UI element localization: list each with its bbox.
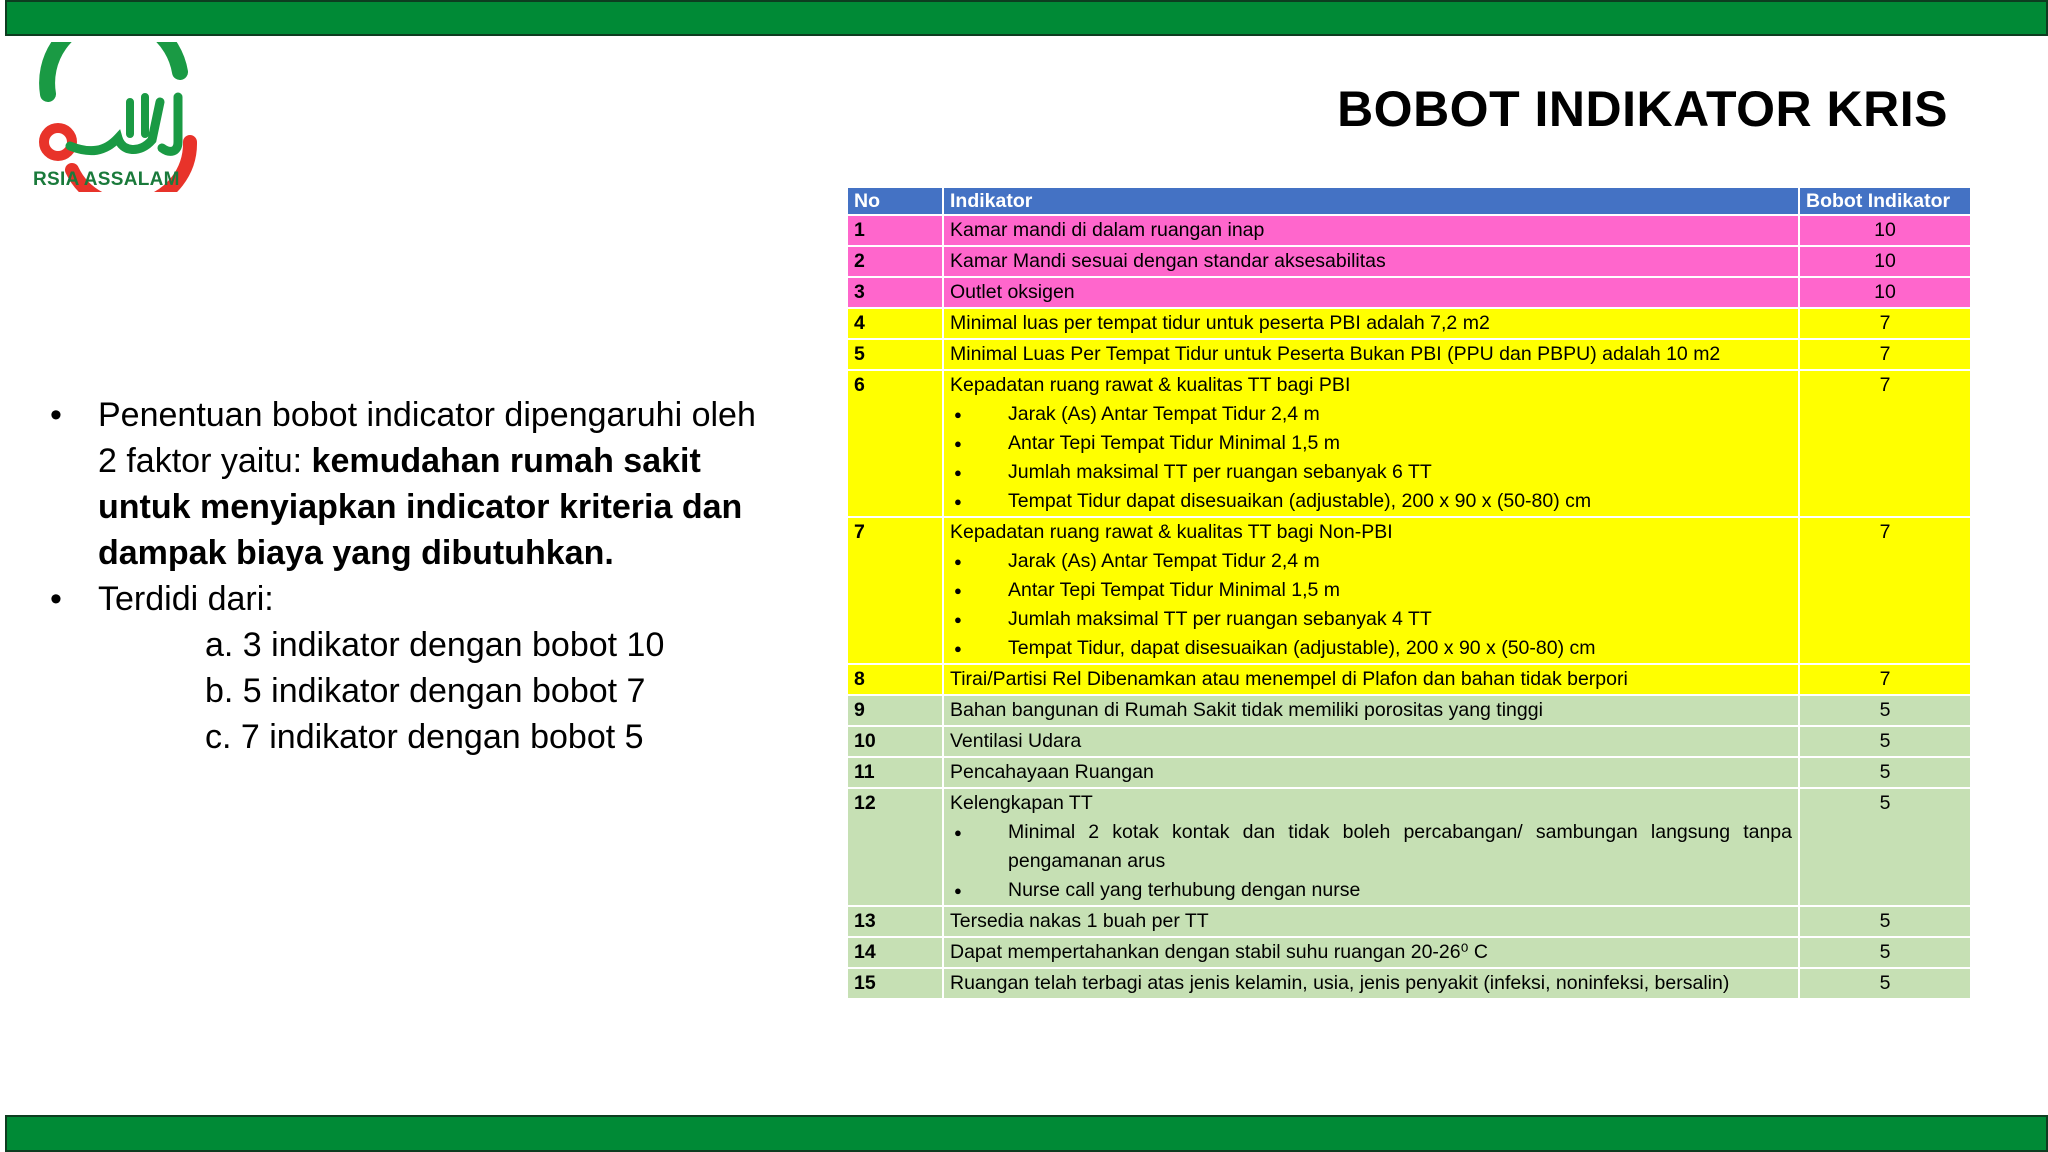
indicator-subitem: ● Tempat Tidur, dapat disesuaikan (adjustable), 200 x 90 x (50-80) cm xyxy=(950,634,1792,663)
indicator-text: Kelengkapan TT xyxy=(950,792,1093,814)
indicator-text: Kamar mandi di dalam ruangan inap xyxy=(950,219,1265,241)
indicator-subitem: ● Minimal 2 kotak kontak dan tidak boleh percabangan/ sambungan langsung tanpa pengamanan arus xyxy=(950,818,1792,876)
indicator-subitem: ● Jarak (As) Antar Tempat Tidur 2,4 m xyxy=(950,547,1792,576)
indicator-text: Ruangan telah terbagi atas jenis kelamin, usia, jenis penyakit (infeksi, noninfeksi, bersalin) xyxy=(950,972,1730,994)
breakdown-item-b: b. 5 indikator dengan bobot 7 xyxy=(205,672,646,710)
indicator-subitem: ● Jarak (As) Antar Tempat Tidur 2,4 m xyxy=(950,400,1792,429)
logo-text: RSIA ASSALAM xyxy=(33,169,180,190)
row-weight: 7 xyxy=(1799,308,1971,339)
bullet-dot: • xyxy=(50,580,62,618)
row-weight: 5 xyxy=(1799,968,1971,999)
indicator-text: Ventilasi Udara xyxy=(950,730,1082,752)
row-indicator xyxy=(943,215,1799,246)
indicator-subitem: ● Antar Tepi Tempat Tidur Minimal 1,5 m xyxy=(950,576,1792,605)
weight-breakdown xyxy=(50,622,770,760)
table-row xyxy=(847,937,1971,968)
row-indicator xyxy=(943,726,1799,757)
table-row xyxy=(847,246,1971,277)
indicator-text: Tirai/Partisi Rel Dibenamkan atau menempel di Plafon dan bahan tidak berpori xyxy=(950,668,1628,690)
table-row xyxy=(847,906,1971,937)
row-number: 13 xyxy=(847,906,943,937)
table-row xyxy=(847,695,1971,726)
indicator-text: Outlet oksigen xyxy=(950,281,1075,303)
bottom-green-band xyxy=(5,1115,2048,1152)
indicator-sublist xyxy=(950,400,1792,516)
table-body xyxy=(847,215,1971,999)
indicator-sublist xyxy=(950,547,1792,663)
indicator-text: Minimal Luas Per Tempat Tidur untuk Peserta Bukan PBI (PPU dan PBPU) adalah 10 m2 xyxy=(950,343,1721,365)
row-indicator xyxy=(943,757,1799,788)
indicator-subitem: ● Antar Tepi Tempat Tidur Minimal 1,5 m xyxy=(950,429,1792,458)
table-row xyxy=(847,664,1971,695)
row-number: 14 xyxy=(847,937,943,968)
indicator-subitem: ● Jumlah maksimal TT per ruangan sebanyak 6 TT xyxy=(950,458,1792,487)
row-number: 4 xyxy=(847,308,943,339)
row-weight: 5 xyxy=(1799,726,1971,757)
row-number: 1 xyxy=(847,215,943,246)
row-weight: 7 xyxy=(1799,517,1971,664)
row-indicator xyxy=(943,664,1799,695)
summary-text xyxy=(50,392,770,760)
table-header-row xyxy=(847,187,1971,215)
row-indicator xyxy=(943,788,1799,906)
row-indicator xyxy=(943,370,1799,517)
table-row xyxy=(847,370,1971,517)
row-weight: 5 xyxy=(1799,906,1971,937)
indicator-subitem: ● Jumlah maksimal TT per ruangan sebanyak 4 TT xyxy=(950,605,1792,634)
bullet-consists xyxy=(50,576,770,622)
row-number: 2 xyxy=(847,246,943,277)
page-title: BOBOT INDIKATOR KRIS xyxy=(1337,81,1948,137)
row-indicator xyxy=(943,517,1799,664)
factors-bold-text: kemudahan rumah sakit untuk menyiapkan indicator kriteria dan dampak biaya yang dibutuhkan. xyxy=(98,442,743,572)
indicator-text: Kepadatan ruang rawat & kualitas TT bagi Non-PBI xyxy=(950,521,1393,543)
row-weight: 5 xyxy=(1799,937,1971,968)
bullet-dot: • xyxy=(50,396,62,434)
row-weight: 7 xyxy=(1799,339,1971,370)
row-indicator xyxy=(943,246,1799,277)
indicator-text: Pencahayaan Ruangan xyxy=(950,761,1154,783)
indicator-text: Kepadatan ruang rawat & kualitas TT bagi PBI xyxy=(950,374,1351,396)
table-row xyxy=(847,308,1971,339)
row-number: 11 xyxy=(847,757,943,788)
row-weight: 7 xyxy=(1799,664,1971,695)
breakdown-item-a: a. 3 indikator dengan bobot 10 xyxy=(205,626,665,664)
row-weight: 5 xyxy=(1799,757,1971,788)
row-number: 5 xyxy=(847,339,943,370)
indicator-table xyxy=(846,186,1972,1000)
factors-text: Penentuan bobot indicator dipengaruhi oleh 2 faktor yaitu: xyxy=(98,396,756,480)
top-green-band xyxy=(5,0,2048,36)
header-bobot: Bobot Indikator xyxy=(1799,187,1971,215)
table-row xyxy=(847,215,1971,246)
row-indicator xyxy=(943,308,1799,339)
indicator-text: Kamar Mandi sesuai dengan standar aksesabilitas xyxy=(950,250,1386,272)
row-indicator xyxy=(943,906,1799,937)
table-row xyxy=(847,968,1971,999)
indicator-sublist xyxy=(950,818,1792,905)
table-row xyxy=(847,757,1971,788)
row-number: 10 xyxy=(847,726,943,757)
header-indikator: Indikator xyxy=(943,187,1799,215)
row-weight: 10 xyxy=(1799,246,1971,277)
row-indicator xyxy=(943,339,1799,370)
indicator-subitem: ● Nurse call yang terhubung dengan nurse xyxy=(950,876,1792,905)
row-number: 12 xyxy=(847,788,943,906)
row-weight: 7 xyxy=(1799,370,1971,517)
row-weight: 10 xyxy=(1799,277,1971,308)
indicator-text: Minimal luas per tempat tidur untuk peserta PBI adalah 7,2 m2 xyxy=(950,312,1490,334)
row-indicator xyxy=(943,968,1799,999)
row-weight: 5 xyxy=(1799,788,1971,906)
bullet-factors xyxy=(50,392,770,576)
indicator-subitem: ● Tempat Tidur dapat disesuaikan (adjustable), 200 x 90 x (50-80) cm xyxy=(950,487,1792,516)
table-row xyxy=(847,339,1971,370)
row-indicator xyxy=(943,695,1799,726)
row-number: 9 xyxy=(847,695,943,726)
row-indicator xyxy=(943,937,1799,968)
table-row xyxy=(847,788,1971,906)
breakdown-item-c: c. 7 indikator dengan bobot 5 xyxy=(205,718,644,756)
table-row xyxy=(847,277,1971,308)
indicator-text: Bahan bangunan di Rumah Sakit tidak memiliki porositas yang tinggi xyxy=(950,699,1543,721)
row-indicator xyxy=(943,277,1799,308)
row-number: 3 xyxy=(847,277,943,308)
row-number: 6 xyxy=(847,370,943,517)
row-number: 8 xyxy=(847,664,943,695)
table-row xyxy=(847,517,1971,664)
table-row xyxy=(847,726,1971,757)
row-number: 15 xyxy=(847,968,943,999)
row-number: 7 xyxy=(847,517,943,664)
row-weight: 5 xyxy=(1799,695,1971,726)
indicator-text: Tersedia nakas 1 buah per TT xyxy=(950,910,1209,932)
header-no: No xyxy=(847,187,943,215)
consists-text: Terdidi dari: xyxy=(98,580,274,618)
indicator-text: Dapat mempertahankan dengan stabil suhu ruangan 20-26⁰ C xyxy=(950,941,1488,963)
row-weight: 10 xyxy=(1799,215,1971,246)
